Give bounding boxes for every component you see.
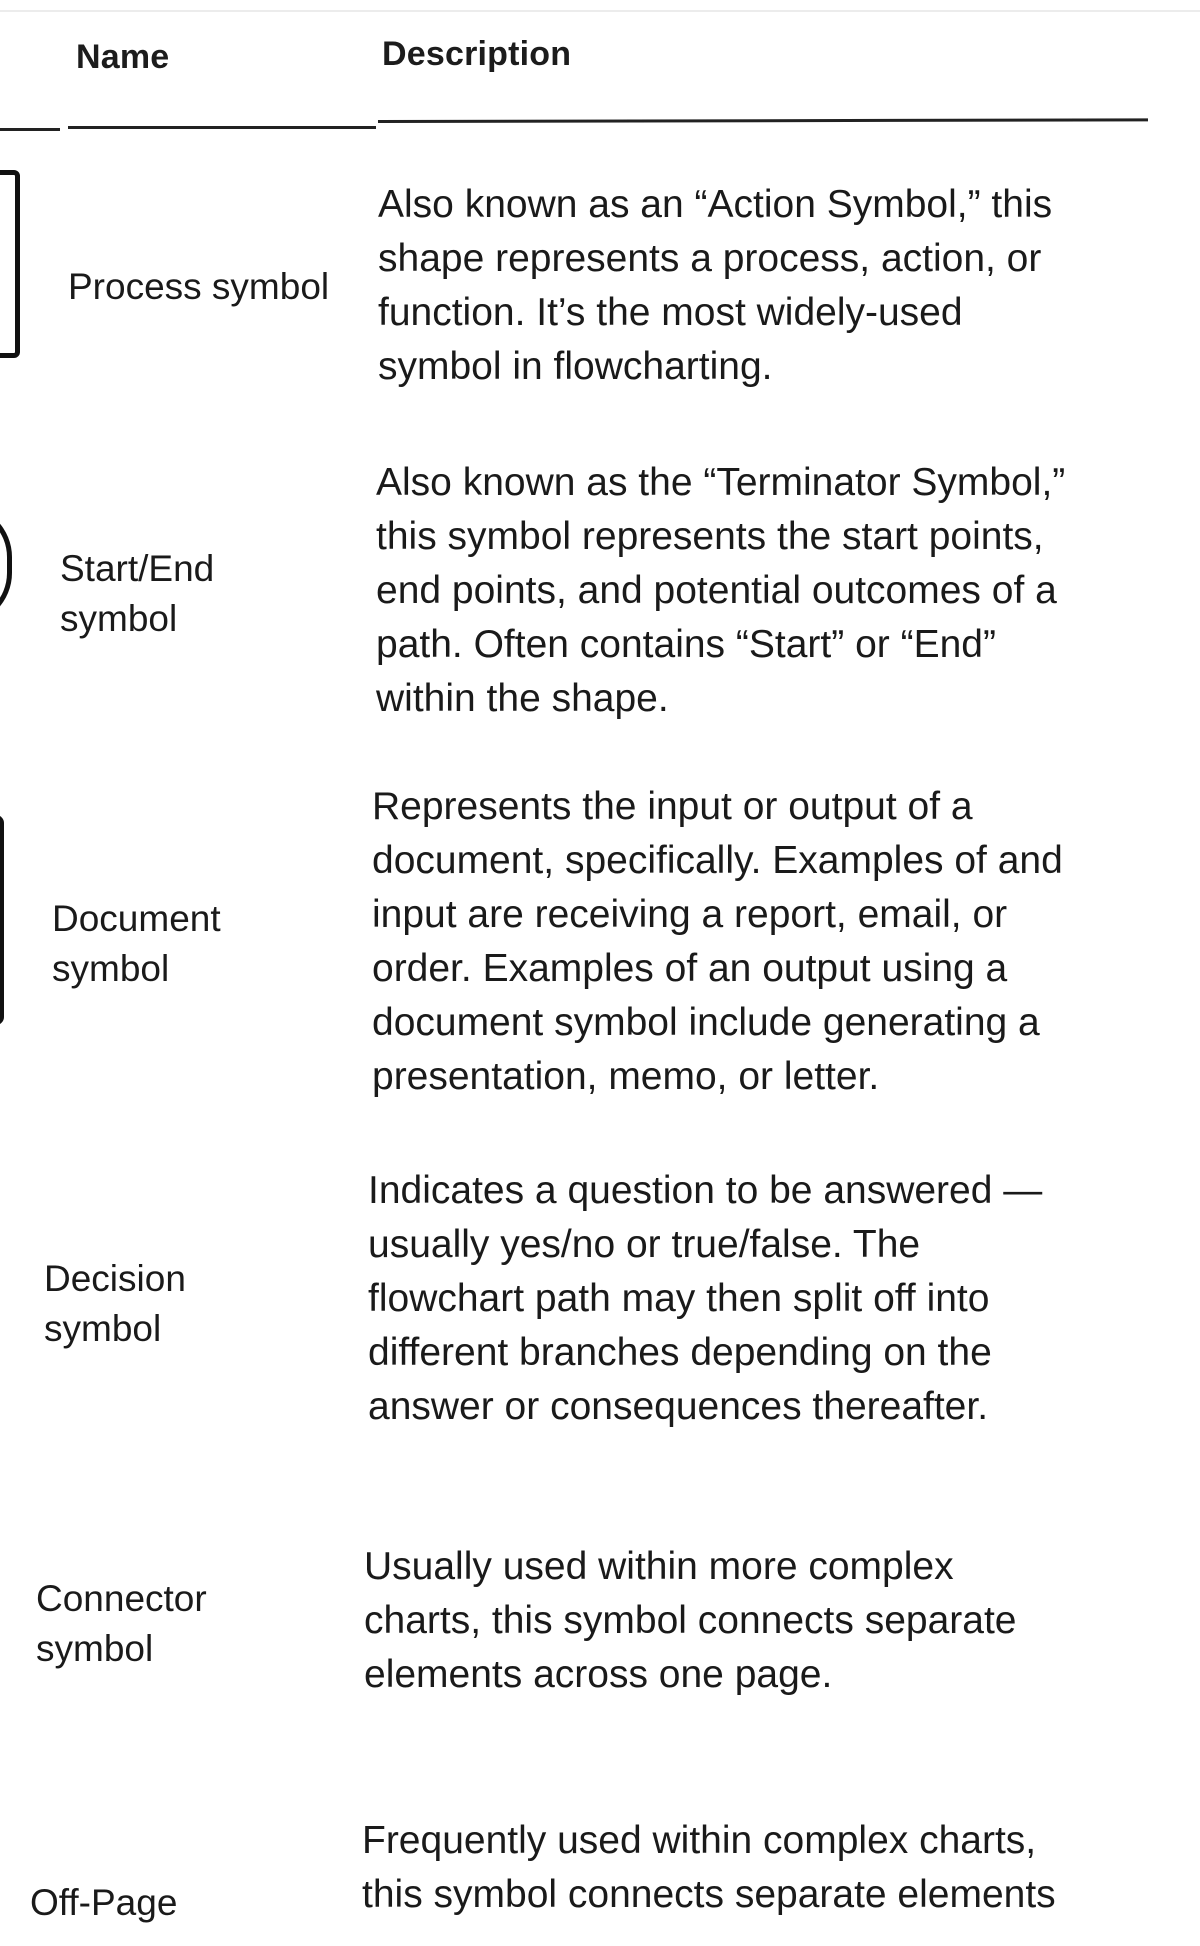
- symbol-name: Connector symbol: [36, 1578, 207, 1669]
- symbol-name: Document symbol: [52, 898, 221, 989]
- description-line: presentation, memo, or letter.: [372, 1055, 880, 1098]
- description-line: usually yes/no or true/false. The: [368, 1223, 921, 1266]
- description-line: Also known as an “Action Symbol,” this: [378, 183, 1053, 226]
- header-divider: [68, 126, 376, 129]
- symbol-name: Process symbol: [68, 266, 330, 307]
- description-line: document, specifically. Examples of and: [372, 839, 1063, 882]
- symbol-name: Off-Page: [30, 1882, 178, 1923]
- description-line: within the shape.: [376, 677, 669, 720]
- description-line: Also known as the “Terminator Symbol,”: [376, 461, 1066, 504]
- document-symbol-icon: [0, 815, 4, 1025]
- description-line: flowchart path may then split off into: [368, 1277, 990, 1320]
- description-line: Represents the input or output of a: [372, 785, 973, 828]
- description-line: elements across one page.: [364, 1653, 833, 1696]
- description-line: path. Often contains “Start” or “End”: [376, 623, 996, 666]
- description-line: charts, this symbol connects separate: [364, 1599, 1017, 1642]
- description-line: function. It’s the most widely-used: [378, 291, 963, 334]
- description-line: Frequently used within complex charts,: [362, 1819, 1037, 1862]
- description-line: Usually used within more complex: [364, 1545, 954, 1588]
- header-divider: [0, 128, 60, 131]
- description-line: order. Examples of an output using a: [372, 947, 1008, 990]
- symbol-description: [364, 1540, 1144, 1702]
- symbol-description: [362, 1814, 1142, 1922]
- description-line: end points, and potential outcomes of a: [376, 569, 1057, 612]
- symbol-description: [378, 178, 1158, 394]
- description-line: Indicates a question to be answered —: [368, 1169, 1043, 1212]
- description-line: input are receiving a report, email, or: [372, 893, 1008, 936]
- header-divider: [378, 118, 1148, 123]
- table-header: [0, 0, 1200, 130]
- description-line: document symbol include generating a: [372, 1001, 1040, 1044]
- description-line: this symbol connects separate elements: [362, 1873, 1056, 1916]
- symbol-name: Decision symbol: [44, 1258, 186, 1349]
- column-header-description: Description: [382, 35, 572, 73]
- process-symbol-icon: [0, 170, 20, 358]
- description-line: symbol in flowcharting.: [378, 345, 773, 388]
- description-line: different branches depending on the: [368, 1331, 992, 1374]
- symbol-description: [368, 1164, 1148, 1434]
- symbol-description: [376, 456, 1156, 726]
- column-header-name: Name: [76, 38, 170, 76]
- symbol-description: [372, 780, 1152, 1104]
- description-line: answer or consequences thereafter.: [368, 1385, 989, 1428]
- terminator-symbol-icon: [0, 505, 12, 625]
- symbol-name: Start/End symbol: [60, 548, 215, 639]
- description-line: this symbol represents the start points,: [376, 515, 1044, 558]
- description-line: shape represents a process, action, or: [378, 237, 1042, 280]
